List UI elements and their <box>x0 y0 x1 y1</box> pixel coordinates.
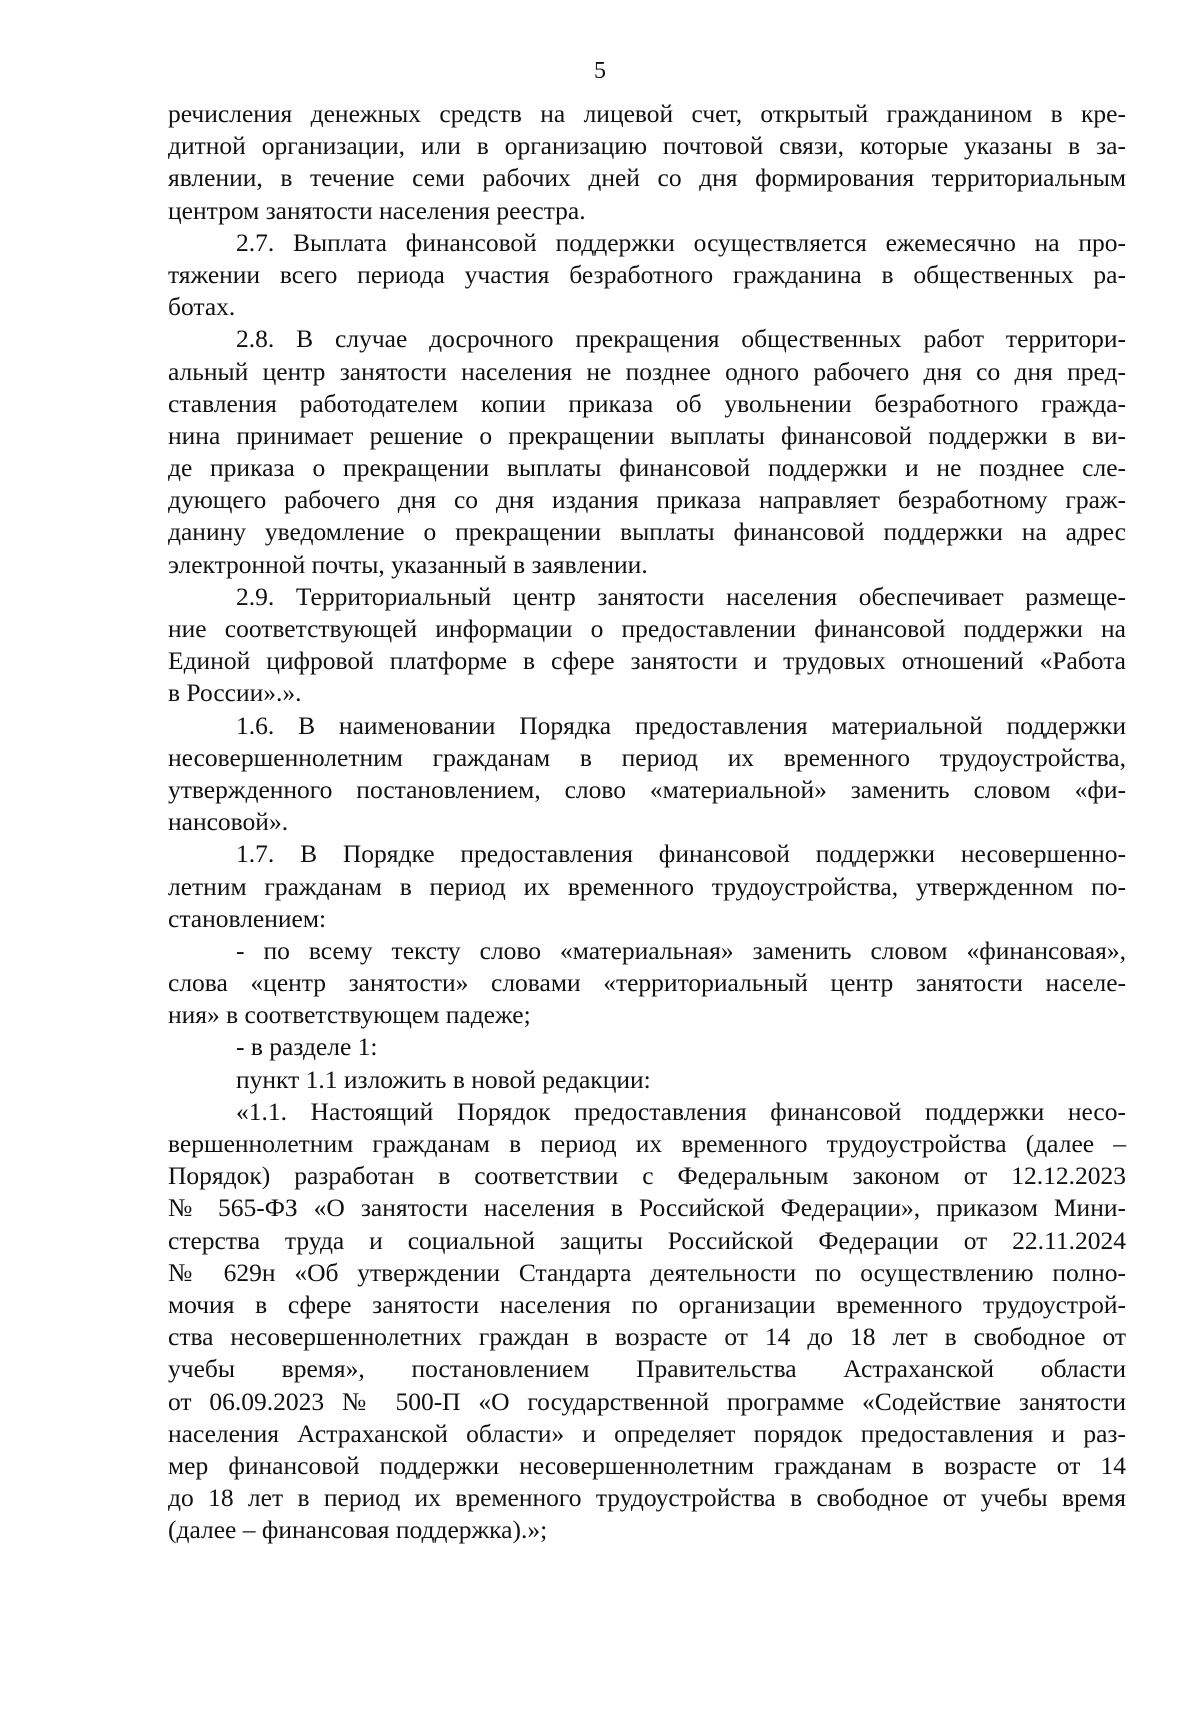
text-line: нина принимает решение о прекращении выплаты финансовой поддержки в ви- <box>168 420 1126 450</box>
text-line: (далее – финансовая поддержка).»; <box>168 1515 548 1545</box>
text-line: центром занятости населения реестра. <box>168 195 586 225</box>
text-line: - в разделе 1: <box>236 1032 378 1062</box>
text-line: 1.6. В наименовании Порядка предоставления материальной поддержки <box>236 710 1126 740</box>
text-line: несовершеннолетним гражданам в период их временного трудоустройства, <box>168 742 1126 772</box>
text-line: «1.1. Настоящий Порядок предоставления финансовой поддержки несо- <box>236 1096 1126 1126</box>
text-line: 2.9. Территориальный центр занятости населения обеспечивает размеще- <box>236 581 1126 611</box>
text-line: электронной почты, указанный в заявлении. <box>168 549 648 579</box>
text-line: до 18 лет в период их временного трудоустройства в свободное от учебы время <box>168 1483 1126 1513</box>
text-line: альный центр занятости населения не позднее одного рабочего дня со дня пред- <box>168 356 1126 386</box>
text-line: данину уведомление о прекращении выплаты финансовой поддержки на адрес <box>168 517 1126 547</box>
text-line: 2.8. В случае досрочного прекращения общественных работ территори- <box>236 324 1126 354</box>
text-line: мочия в сфере занятости населения по организации временного трудоустрой- <box>168 1289 1126 1319</box>
text-line: Единой цифровой платформе в сфере занятости и трудовых отношений «Работа <box>168 646 1126 676</box>
text-line: 2.7. Выплата финансовой поддержки осуществляется ежемесячно на про- <box>236 227 1126 257</box>
text-line: речисления денежных средств на лицевой счет, открытый гражданином в кре- <box>168 99 1126 128</box>
text-line: дитной организации, или в организацию почтовой связи, которые указаны в за- <box>168 131 1126 161</box>
text-line: в России».». <box>168 678 302 708</box>
page-number: 5 <box>594 58 606 84</box>
text-line: ства несовершеннолетних граждан в возрасте от 14 до 18 лет в свободное от <box>168 1322 1126 1352</box>
text-line: слова «центр занятости» словами «территориальный центр занятости населе- <box>168 968 1126 998</box>
text-line: явлении, в течение семи рабочих дней со дня формирования территориальным <box>168 163 1126 193</box>
text-line: ния» в соответствующем падеже; <box>168 1000 531 1030</box>
text-line: летним гражданам в период их временного трудоустройства, утвержденном по- <box>168 871 1126 901</box>
text-line: № 629н «Об утверждении Стандарта деятельности по осуществлению полно- <box>168 1257 1126 1287</box>
text-line: нансовой». <box>168 807 289 837</box>
text-line: учебы время», постановлением Правительства Астраханской области <box>168 1354 1126 1384</box>
text-line: ставления работодателем копии приказа об увольнении безработного гражда- <box>168 388 1126 418</box>
text-line: населения Астраханской области» и определяет порядок предоставления и раз- <box>168 1418 1126 1448</box>
document-body <box>168 98 1126 1546</box>
text-line: ботах. <box>168 292 236 322</box>
text-line: становлением: <box>168 903 327 933</box>
text-line: дующего рабочего дня со дня издания приказа направляет безработному граж- <box>168 485 1126 515</box>
text-line: мер финансовой поддержки несовершеннолетним гражданам в возрасте от 14 <box>168 1450 1126 1480</box>
text-line: пункт 1.1 изложить в новой редакции: <box>236 1064 651 1094</box>
text-line: де приказа о прекращении выплаты финансовой поддержки и не позднее сле- <box>168 453 1126 483</box>
text-line: утвержденного постановлением, слово «материальной» заменить словом «фи- <box>168 774 1126 804</box>
text-line: вершеннолетним гражданам в период их временного трудоустройства (далее – <box>168 1129 1126 1158</box>
text-line: от 06.09.2023 № 500-П «О государственной программе «Содействие занятости <box>168 1386 1126 1416</box>
text-line: № 565-ФЗ «О занятости населения в Российской Федерации», приказом Мини- <box>168 1193 1126 1223</box>
text-line: 1.7. В Порядке предоставления финансовой поддержки несовершенно- <box>236 839 1126 869</box>
text-line: - по всему тексту слово «материальная» заменить словом «финансовая», <box>236 935 1126 965</box>
text-line: тяжении всего периода участия безработного гражданина в общественных ра- <box>168 259 1126 289</box>
text-line: Порядок) разработан в соответствии с Федеральным законом от 12.12.2023 <box>168 1161 1126 1191</box>
text-line: стерства труда и социальной защиты Российской Федерации от 22.11.2024 <box>168 1225 1126 1255</box>
text-line: ние соответствующей информации о предоставлении финансовой поддержки на <box>168 614 1126 643</box>
